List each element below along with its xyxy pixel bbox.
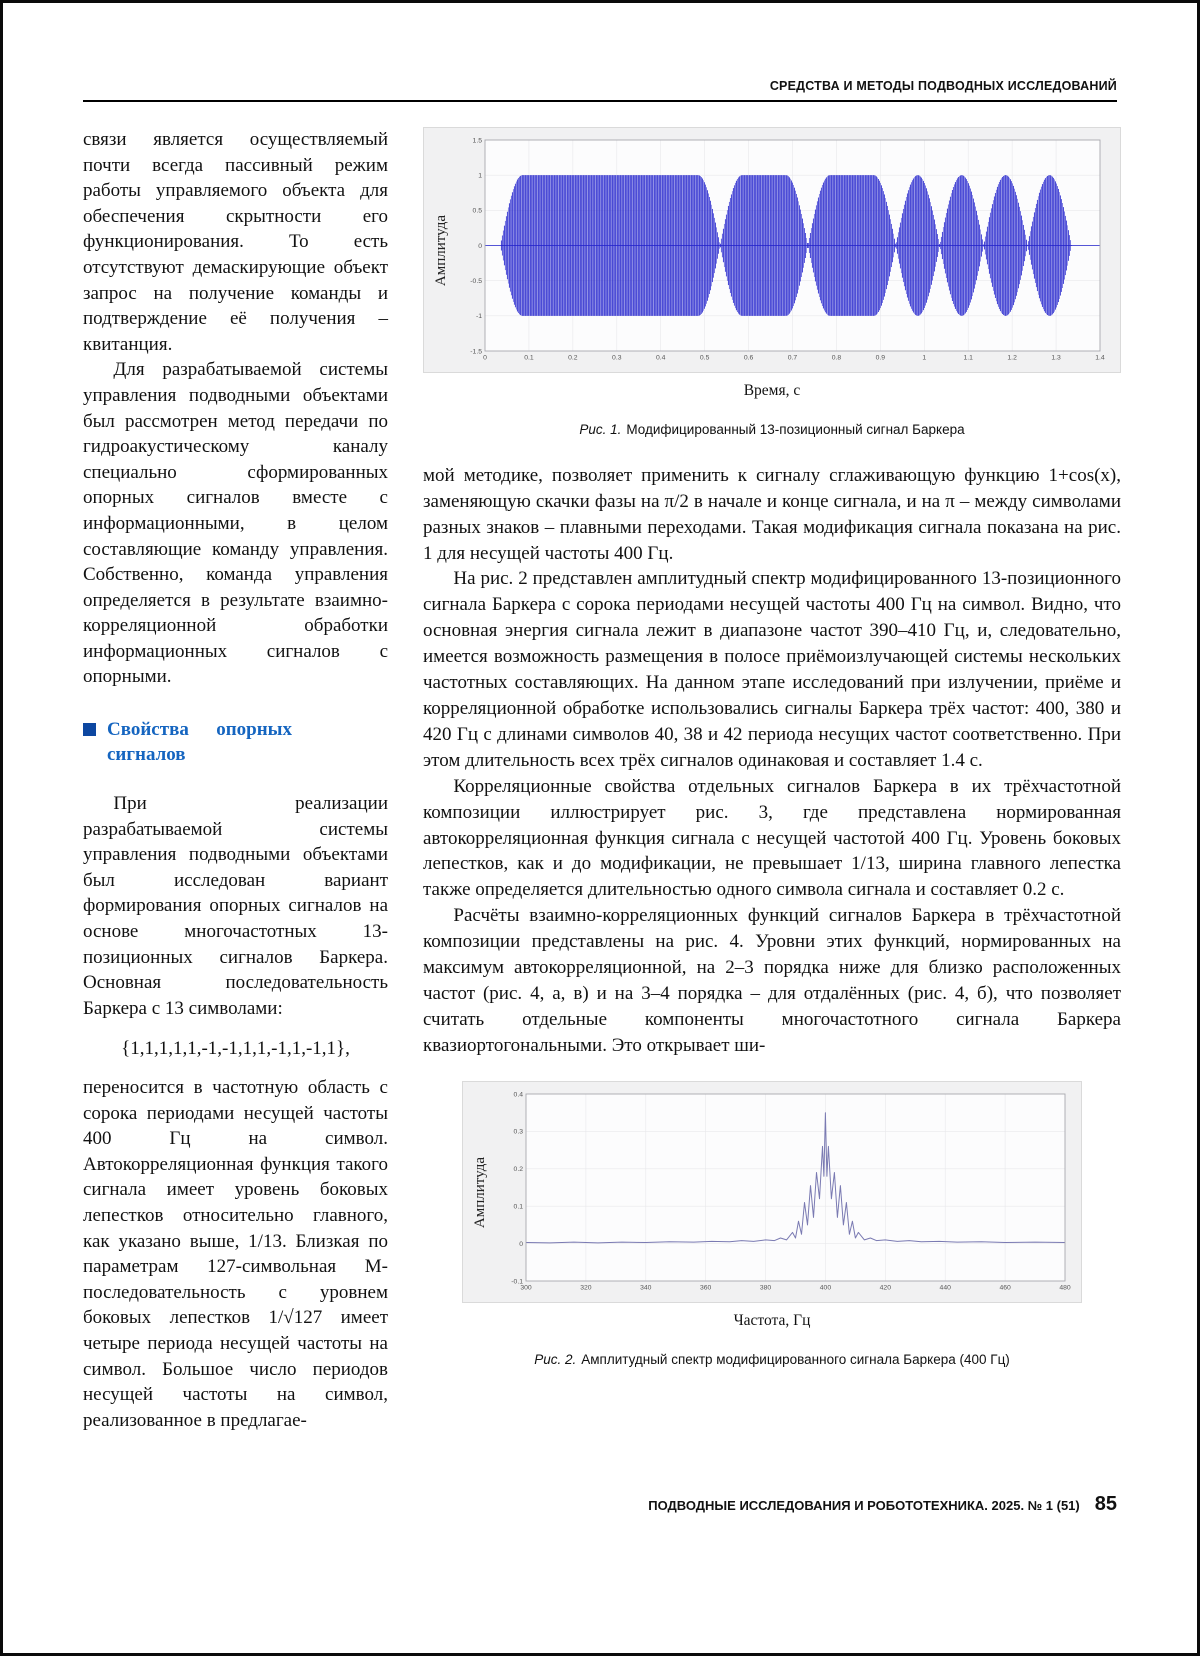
svg-text:340: 340: [640, 1284, 652, 1292]
svg-text:1.1: 1.1: [963, 354, 973, 362]
section-heading-text: Свойства опорных сигналов: [107, 719, 292, 766]
svg-text:0.8: 0.8: [831, 354, 842, 362]
paragraph-left-4: переносится в частотную область с сорока периодами несущей частоты 400 Гц на символ. Автокорреляционная функция такого сигнала имеет уровень боковых лепестков относительно главного, как указано выше, 1/13. Близкая по параметрам 127-символьная М-последовательность с уровнем боковых лепестков 1/√127 имеет четыре периода несущей частоты на символ. Большое число периодов несущей частоты на символ, реализованное в предлагае-: [83, 1077, 388, 1431]
figure-1-caption: [423, 417, 1121, 443]
svg-text:0.5: 0.5: [699, 354, 710, 362]
paragraph-right-4: Расчёты взаимно-корреляционных функций сигналов Баркера в трёхчастотной композиции представлены на рис. 4. Уровни этих функций, нормированных на максимум автокорреляционной, на 2–3 порядка ниже для близко расположенных частот (рис. 4, а, в) и на 3–4 порядка – для отдалённых (рис. 4, б), что позволяет считать отдельные компоненты многочастотного сигнала Баркера квазиортогональными. Это открывает ши-: [423, 905, 1121, 1056]
figure-2-plot: [496, 1087, 1074, 1299]
figure-1: [423, 127, 1121, 443]
footer: [648, 1493, 1117, 1516]
svg-text:1.5: 1.5: [472, 137, 482, 145]
svg-text:1: 1: [478, 172, 482, 180]
svg-text:0: 0: [478, 242, 482, 250]
svg-text:-0.5: -0.5: [470, 277, 482, 285]
figure-1-caption-label: Рис. 1.: [579, 421, 622, 437]
svg-text:0.2: 0.2: [568, 354, 578, 362]
svg-text:0.5: 0.5: [472, 207, 482, 215]
svg-text:400: 400: [819, 1284, 832, 1292]
figure-1-xlabel: Время, с: [743, 382, 801, 399]
svg-text:320: 320: [580, 1284, 592, 1292]
svg-text:460: 460: [999, 1284, 1011, 1292]
figure-2-caption-label: Рис. 2.: [534, 1351, 577, 1367]
barker-sequence-formula: {1,1,1,1,1,-1,-1,1,1,-1,1,-1,1},: [121, 1038, 350, 1060]
right-column: [423, 127, 1121, 1372]
svg-text:0.1: 0.1: [524, 354, 534, 362]
page-number: 85: [1094, 1493, 1117, 1515]
svg-text:360: 360: [699, 1284, 712, 1292]
paragraph-right-3: Корреляционные свойства отдельных сигналов Баркера в их трёхчастотной композиции иллюстрирует рис. 3, где представлена нормированная автокорреляционная функция сигнала с несущей частотой 400 Гц. Уровень боковых лепестков, как и до модификации, не превышает 1/13, ширина главного лепестка также определяется длительностью одного символа сигнала и составляет 0.2 с.: [423, 775, 1121, 901]
section-heading: [83, 717, 388, 767]
running-head: СРЕДСТВА И МЕТОДЫ ПОДВОДНЫХ ИССЛЕДОВАНИЙ: [769, 79, 1117, 93]
svg-text:0.6: 0.6: [743, 354, 754, 362]
paragraph-left-1: связи является осуществляемый почти всегда пассивный режим работы управляемого объекта для обеспечения скрытности его функционирования. То есть отсутствуют демаскирующие объект запрос на получение команды и подтверждение её получения – квитанция.: [83, 129, 388, 355]
figure-1-caption-text: Модифицированный 13-позиционный сигнал Баркера: [626, 421, 965, 437]
header-rule: [83, 100, 1117, 102]
figure-2-xlabel: Частота, Гц: [733, 1311, 811, 1329]
figure-2-caption-text: Амплитудный спектр модифицированного сигнала Баркера (400 Гц): [581, 1351, 1010, 1367]
svg-text:0.2: 0.2: [513, 1165, 523, 1173]
paragraph-right-1: мой методике, позволяет применить к сигналу сглаживающую функцию 1+cos(x), заменяющую скачки фазы на π/2 в начале и конце сигнала, и на π – между символами разных знаков – плавными переходами. Такая модификация сигнала показана на рис. 1 для несущей частоты 400 Гц.: [423, 464, 1121, 564]
svg-text:1.2: 1.2: [1007, 354, 1017, 362]
figure-2-caption: [423, 1347, 1121, 1373]
section-bullet-icon: [83, 723, 96, 736]
svg-text:420: 420: [879, 1284, 891, 1292]
svg-text:0.3: 0.3: [611, 354, 622, 362]
figure-2: [423, 1081, 1121, 1373]
paragraph-right-2: На рис. 2 представлен амплитудный спектр модифицированного 13-позиционного сигнала Баркера с сорока периодами несущей частоты 400 Гц на символ. Видно, что основная энергия сигнала лежит в диапазоне частот 390–410 Гц, и, следовательно, имеется возможность размещения в полосе приёмоизлучающей системы нескольких частотных составляющих. На данном этапе исследований при излучении, приёме и корреляционной обработке использовались сигналы Баркера трёх частот: 400, 380 и 420 Гц с длинами символов 40, 38 и 42 периода несущих частот соответственно. При этом длительность всех трёх сигналов одинаковая и составляет 1.4 с.: [423, 568, 1121, 771]
figure-1-plot: [457, 133, 1109, 369]
svg-text:0.4: 0.4: [655, 354, 666, 362]
left-column: [83, 127, 388, 1433]
svg-text:0.3: 0.3: [513, 1128, 523, 1136]
svg-text:0.4: 0.4: [513, 1090, 523, 1098]
svg-text:0.1: 0.1: [513, 1203, 523, 1211]
svg-text:-0.1: -0.1: [511, 1277, 523, 1285]
svg-text:1.3: 1.3: [1051, 354, 1061, 362]
svg-text:480: 480: [1059, 1284, 1071, 1292]
svg-text:440: 440: [939, 1284, 951, 1292]
svg-text:-1: -1: [475, 313, 482, 321]
footer-journal-title: ПОДВОДНЫЕ ИССЛЕДОВАНИЯ И РОБОТОТЕХНИКА. 2025. № 1 (51): [648, 1498, 1080, 1513]
svg-text:1.4: 1.4: [1095, 354, 1105, 362]
figure-1-canvas: [423, 127, 1121, 373]
paragraph-left-3: При реализации разрабатываемой системы управления подводными объектами был исследован вариант формирования опорных сигналов на основе многочастотных 13-позиционных сигналов Баркера. Основная последовательность Баркера с 13 символами:: [83, 793, 388, 1019]
svg-text:0.7: 0.7: [787, 354, 798, 362]
svg-text:0.9: 0.9: [875, 354, 885, 362]
svg-text:0: 0: [483, 354, 487, 362]
svg-text:1: 1: [922, 354, 927, 362]
svg-text:300: 300: [520, 1284, 532, 1292]
svg-text:380: 380: [759, 1284, 772, 1292]
paragraph-left-2: Для разрабатываемой системы управления подводными объектами был рассмотрен метод передачи по гидроакустическому каналу специально сформированных опорных сигналов вместе с информационными, в целом составляющие команду управления. Собственно, команда управления определяется в результате взаимно-корреляционной обработки информационных сигналов с опорными.: [83, 359, 388, 688]
svg-text:-1.5: -1.5: [470, 348, 482, 356]
svg-text:0: 0: [519, 1240, 523, 1248]
figure-2-ylabel: Амплитуда: [472, 1157, 489, 1229]
figure-2-canvas: [462, 1081, 1082, 1303]
figure-1-ylabel: Амплитуда: [433, 215, 449, 287]
